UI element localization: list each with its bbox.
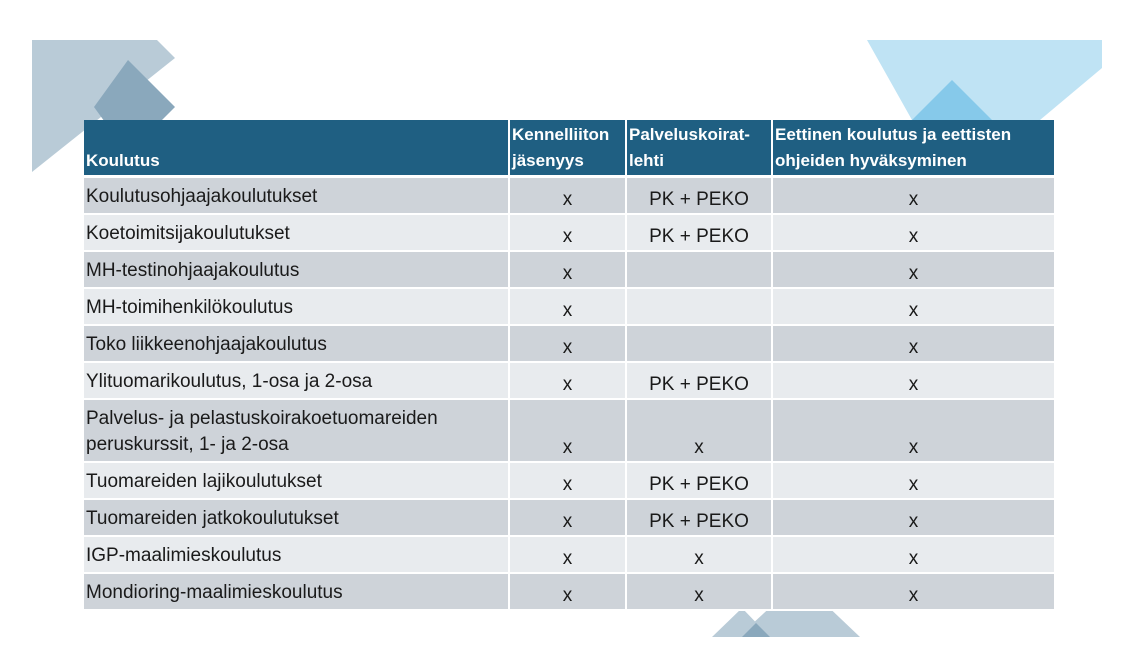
cell-koulutus: MH-testinohjaajakoulutus [84,251,509,288]
cell-koulutus: Tuomareiden lajikoulutukset [84,462,509,499]
cell-koulutus: Ylituomarikoulutus, 1-osa ja 2-osa [84,362,509,399]
cell-jasenyys: x [509,462,626,499]
cell-jasenyys: x [509,214,626,251]
cell-lehti: PK + PEKO [626,499,772,536]
cell-eettinen: x [772,499,1054,536]
table-row [84,362,1054,399]
cell-eettinen: x [772,536,1054,573]
cell-lehti: PK + PEKO [626,462,772,499]
table-row [84,399,1054,462]
cell-jasenyys: x [509,536,626,573]
cell-koulutus: Koulutusohjaajakoulutukset [84,177,509,215]
cell-lehti: PK + PEKO [626,214,772,251]
cell-eettinen: x [772,325,1054,362]
cell-jasenyys: x [509,499,626,536]
table-row [84,251,1054,288]
cell-koulutus: Toko liikkeenohjaajakoulutus [84,325,509,362]
cell-eettinen: x [772,214,1054,251]
cell-jasenyys: x [509,325,626,362]
cell-jasenyys: x [509,251,626,288]
cell-eettinen: x [772,251,1054,288]
table-row [84,573,1054,610]
deco-shape-top-right [867,40,1102,120]
cell-jasenyys: x [509,177,626,215]
cell-jasenyys: x [509,573,626,610]
table-header-row [84,120,1054,177]
cell-jasenyys: x [509,288,626,325]
cell-jasenyys: x [509,362,626,399]
cell-lehti [626,288,772,325]
cell-koulutus: MH-toimihenkilökoulutus [84,288,509,325]
cell-lehti: x [626,399,772,462]
cell-jasenyys: x [509,399,626,462]
cell-eettinen: x [772,462,1054,499]
cell-koulutus: Palvelus- ja pelastuskoirakoetuomareiden peruskurssit, 1- ja 2-osa [84,399,509,462]
cell-koulutus: Tuomareiden jatkokoulutukset [84,499,509,536]
header-palveluskoirat-lehti: Palveluskoirat-lehti [626,120,772,177]
training-requirements-table [84,120,1054,611]
table-row [84,499,1054,536]
cell-lehti [626,251,772,288]
table-row [84,325,1054,362]
table-row [84,462,1054,499]
cell-eettinen: x [772,362,1054,399]
cell-lehti: x [626,573,772,610]
cell-koulutus: Mondioring-maalimieskoulutus [84,573,509,610]
table-row [84,536,1054,573]
cell-lehti: PK + PEKO [626,362,772,399]
header-kennelliiton-jasenyys: Kennelliiton jäsenyys [509,120,626,177]
cell-eettinen: x [772,288,1054,325]
header-eettinen-koulutus: Eettinen koulutus ja eettisten ohjeiden hyväksyminen [772,120,1054,177]
table-row [84,214,1054,251]
header-koulutus: Koulutus [84,120,509,177]
cell-lehti: x [626,536,772,573]
table-row [84,177,1054,215]
cell-lehti: PK + PEKO [626,177,772,215]
cell-eettinen: x [772,399,1054,462]
cell-koulutus: IGP-maalimieskoulutus [84,536,509,573]
cell-koulutus: Koetoimitsijakoulutukset [84,214,509,251]
cell-lehti [626,325,772,362]
cell-eettinen: x [772,177,1054,215]
cell-eettinen: x [772,573,1054,610]
table-row [84,288,1054,325]
